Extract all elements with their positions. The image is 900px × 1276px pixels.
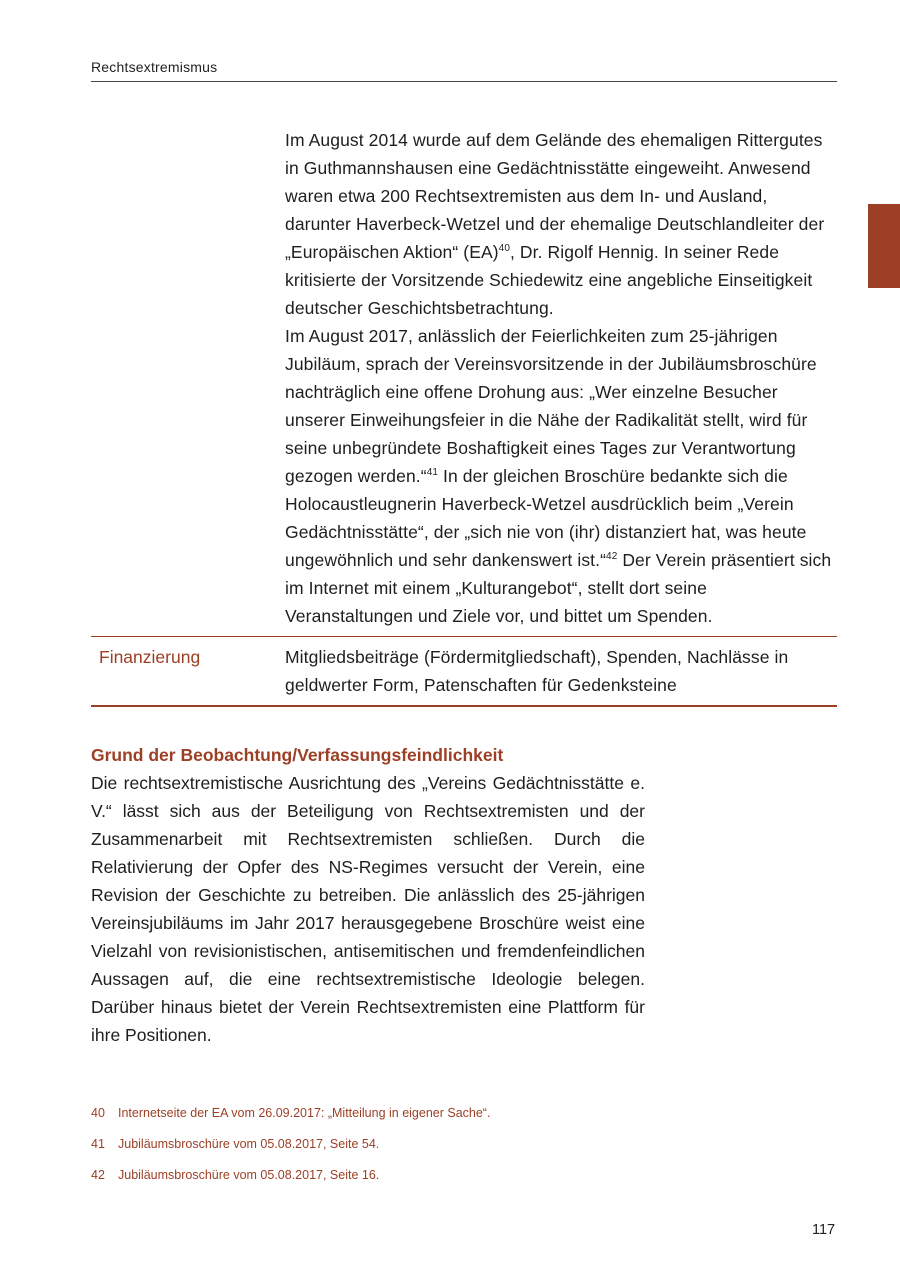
footnote-ref-41[interactable]: 41 <box>426 467 439 479</box>
footnote-number: 41 <box>91 1137 105 1151</box>
row-label-finanzierung: Finanzierung <box>99 647 201 667</box>
info-table <box>91 126 837 707</box>
footnote-text: Jubiläumsbroschüre vom 05.08.2017, Seite 16. <box>118 1168 380 1182</box>
footnote-number: 40 <box>91 1106 105 1120</box>
footnote-text: Jubiläumsbroschüre vom 05.08.2017, Seite 54. <box>118 1137 380 1151</box>
paragraph-text: , Dr. Rigolf Hennig. In seiner Rede kritisierte der Vorsitzende Schiedewitz eine angebliche Einseitigkeit deutscher Geschichtsbetrachtung. <box>285 242 813 318</box>
paragraph-2017 <box>285 322 837 630</box>
section-body: Die rechtsextremistische Ausrichtung des „Vereins Gedächtnisstätte e. V.“ lässt sich aus der Beteiligung von Rechtsextremisten und der Zusammenarbeit mit Rechtsextremisten schließen. Durch die Relativierung der Opfer des NS-Regimes versucht der Verein, eine Revision der Geschichte zu betreiben. Die anlässlich des 25-jährigen Vereinsjubiläums im Jahr 2017 herausgegebene Broschüre weist eine Vielzahl von revisionistischen, antisemitischen und fremdenfeindlichen Aussagen auf, die eine rechtsextremistische Ideologie belegen. Darüber hinaus bietet der Verein Rechtsextremisten eine Plattform für ihre Positionen. <box>91 773 645 1045</box>
footnote-text: Internetseite der EA vom 26.09.2017: „Mitteilung in eigener Sache“. <box>118 1106 491 1120</box>
observation-section <box>91 741 645 1049</box>
row-label <box>91 126 285 630</box>
footnote-number: 42 <box>91 1168 105 1182</box>
row-text-finanzierung: Mitgliedsbeiträge (Fördermitgliedschaft), Spenden, Nachlässe in geldwerter Form, Patenschaften für Gedenksteine <box>285 647 789 695</box>
running-title: Rechtsextremismus <box>91 59 218 75</box>
table-row <box>91 126 837 636</box>
chapter-tab-marker <box>868 204 900 288</box>
header-rule <box>91 81 837 82</box>
footnote-item <box>91 1134 791 1165</box>
footnote-item <box>91 1103 791 1134</box>
footnote-ref-42[interactable]: 42 <box>606 551 618 563</box>
paragraph-text: Der Verein präsentiert sich im Internet mit einem „Kulturangebot“, stellt dort seine Veranstaltungen und Ziele vor, und bittet um Spenden. <box>285 550 832 626</box>
paragraph-2014 <box>285 126 837 322</box>
row-text <box>285 126 837 630</box>
paragraph-text: In der gleichen Broschüre bedankte sich die Holocaustleugnerin Haverbeck-Wetzel ausdrücklich beim „Verein Gedächtnisstätte“, der „sich nie von (ihr) distanziert hat, was heute ungewöhnlich und sehr dankenswert ist.“ <box>285 466 807 570</box>
page-number: 117 <box>812 1222 836 1238</box>
table-row <box>91 637 837 705</box>
table-bottom-rule <box>91 705 837 707</box>
footnote-item <box>91 1165 791 1196</box>
footnote-ref-40[interactable]: 40 <box>498 243 510 255</box>
paragraph-text: Im August 2014 wurde auf dem Gelände des ehemaligen Rittergutes in Guthmannshausen eine Gedächtnisstätte eingeweiht. Anwesend waren etwa 200 Rechtsextremisten aus dem In- und Ausland, darunter Haverbeck-Wetzel und der ehemalige Deutschlandleiter der „Europäischen Aktion“ (EA) <box>285 130 825 262</box>
section-heading: Grund der Beobachtung/Verfassungsfeindlichkeit <box>91 745 504 765</box>
footnotes <box>91 1103 791 1196</box>
paragraph-text: Im August 2017, anlässlich der Feierlichkeiten zum 25-jährigen Jubiläum, sprach der Vereinsvorsitzende in der Jubiläumsbroschüre nachträglich eine offene Drohung aus: „Wer einzelne Besucher unserer Einweihungsfeier in die Nähe der Radikalität stellt, wird für seine unbegründete Boshaftigkeit eines Tages zur Verantwortung gezogen werden.“ <box>285 326 817 486</box>
